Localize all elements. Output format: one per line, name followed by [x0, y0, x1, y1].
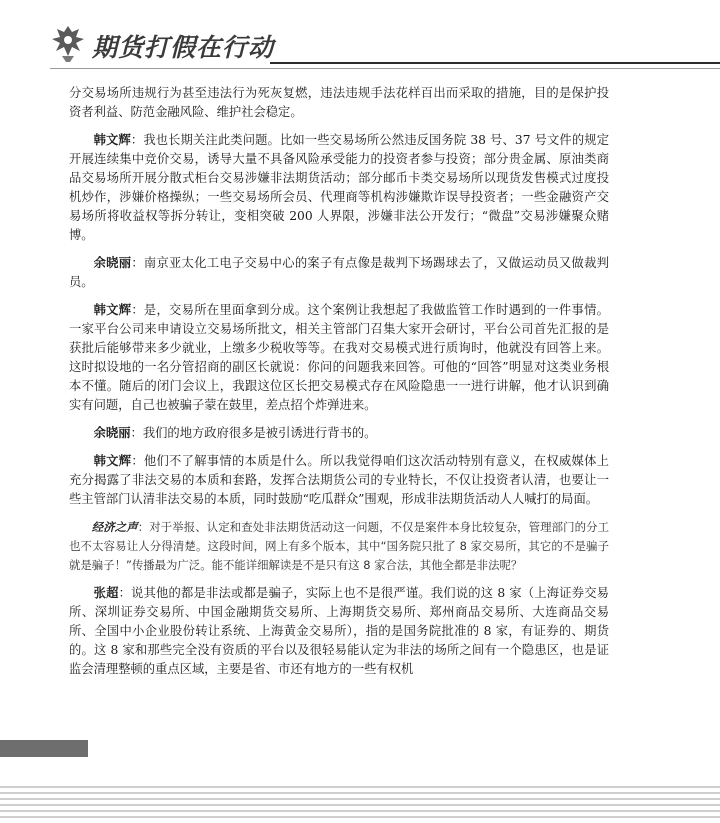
paragraph: 余晓丽：我们的地方政府很多是被引诱进行背书的。 — [93, 426, 377, 440]
page-footer — [0, 786, 720, 823]
paragraph — [69, 84, 609, 122]
speaker-name: 余晓丽 — [93, 426, 131, 440]
header-divider — [270, 62, 720, 64]
article-body — [69, 84, 609, 688]
paragraph-text: 说其他的都是非法或都是骗子，实际上也不是很严谨。我们说的这 8 家（上海证券交易所、深圳证券交易所、中国金融期货交易所、上海期货交易所、郑州商品交易所、大连商品交易所、全国中小企业股份转让系统、上海黄金交易所），指的是国务院批准的 8 家，有证券的、期货的。这 8 家和那些完全没有资质的平台以及很轻易能认定为非法的场所之间有一个隐患区，也是证监会清理整顿的重点区域，主要是省、市还有地方的一些有权机 — [69, 586, 609, 676]
paragraph-text: 是，交易所在里面拿到分成。这个案例让我想起了我做监管工作时遇到的一件事情。一家平台公司来申请设立交易场所批文，相关主管部门召集大家开会研讨，平台公司首先汇报的是获批后能够带来多少就业，上缴多少税收等等。在我对交易模式进行质询时，他就没有回答上来。这时拟设地的一名分管招商的副区长就说：你问的问题我来回答。可他的“回答”明显对这类业务根本不懂。随后的闭门会议上，我跟这位区长把交易模式存在风险隐患一一进行讲解，他才认识到确实有问题，自己也被骗子蒙在鼓里，差点招个炸弹进来。 — [69, 303, 609, 412]
paragraph: 张超：说其他的都是非法或都是骗子，实际上也不是很严谨。我们说的这 8 家（上海证券交易所、深圳证券交易所、中国金融期货交易所、上海期货交易所、郑州商品交易所、大连商品交易所、全国中小企业股份转让系统、上海黄金交易所），指的是国务院批准的 8 家，有证券的、期货的。这 8 家和那些完全没有资质的平台以及很轻易能认定为非法的场所之间有一个隐患区，也是证监会清理整顿的重点区域，主要是省、市还有地方的一些有权机 — [69, 586, 609, 676]
paragraph-text: 对于举报、认定和查处非法期货活动这一问题，不仅是案件本身比较复杂，管理部门的分工也不太容易让人分得清楚。这段时间，网上有多个版本，其中“国务院只批了 8 家交易所，其它的不是骗子就是骗子！”传播最为广泛。能不能详细解读是不是只有这 8 家合法，其他全都是非法呢？ — [69, 520, 609, 572]
speaker-name: 韩文辉 — [93, 133, 131, 147]
paragraph-text: 南京亚太化工电子交易中心的案子有点像是裁判下场踢球去了，又做运动员又做裁判员。 — [69, 256, 609, 289]
paragraph-text: 分交易场所违规行为甚至违法行为死灰复燃，违法违规手法花样百出而采取的措施，目的是保护投资者利益、防范金融风险、维护社会稳定。 — [69, 86, 609, 119]
page-title: 期货打假在行动 — [92, 33, 275, 62]
paragraph-text: 他们不了解事情的本质是什么。所以我觉得咱们这次活动特别有意义，在权威媒体上充分揭露了非法交易的本质和套路，发挥合法期货公司的专业特长，不仅让投资者认清，也要让一些主管部门认清非法交易的本质，同时鼓励“吃瓜群众”围观，形成非法期货活动人人喊打的局面。 — [69, 454, 609, 506]
speaker-name: 余晓丽 — [93, 256, 132, 270]
paragraph: 韩文辉：他们不了解事情的本质是什么。所以我觉得咱们这次活动特别有意义，在权威媒体上充分揭露了非法交易的本质和套路，发挥合法期货公司的专业特长，不仅让投资者认清，也要让一些主管部门认清非法交易的本质，同时鼓励“吃瓜群众”围观，形成非法期货活动人人喊打的局面。 — [69, 454, 609, 506]
paragraph-text: 我也长期关注此类问题。比如一些交易场所公然违反国务院 38 号、37 号文件的规定开展连续集中竞价交易，诱导大量不具备风险承受能力的投资者参与投资；部分贵金属、原油类商品交易场所开展分散式柜台交易涉嫌非法期货活动；部分邮币卡类交易场所以现货发售模式过度投机炒作，涉嫌价格操纵；一些交易场所会员、代理商等机构涉嫌欺诈误导投资者；一些金融资产交易场所将收益权等拆分转让，变相突破 200 人界限，涉嫌非法公开发行；“微盘”交易涉嫌聚众赌博。 — [69, 133, 609, 242]
header-divider-thin — [50, 68, 720, 69]
speaker-name: 韩文辉 — [93, 454, 132, 468]
speaker-name: 张超 — [93, 586, 119, 600]
eagle-emblem-icon — [48, 22, 88, 64]
page-side-bar — [0, 740, 88, 757]
speaker-name: 韩文辉 — [93, 303, 132, 317]
host-question: 经济之声：对于举报、认定和查处非法期货活动这一问题，不仅是案件本身比较复杂，管理部门的分工也不太容易让人分得清楚。这段时间，网上有多个版本，其中“国务院只批了 8 家交易所，其它的不是骗子就是骗子！”传播最为广泛。能不能详细解读是不是只有这 8 家合法，其他全都是非法呢？ — [69, 520, 609, 572]
speaker-name: 经济之声 — [91, 520, 138, 534]
paragraph: 韩文辉：是，交易所在里面拿到分成。这个案例让我想起了我做监管工作时遇到的一件事情。一家平台公司来申请设立交易场所批文，相关主管部门召集大家开会研讨，平台公司首先汇报的是获批后能够带来多少就业，上缴多少税收等等。在我对交易模式进行质询时，他就没有回答上来。这时拟设地的一名分管招商的副区长就说：你问的问题我来回答。可他的“回答”明显对这类业务根本不懂。随后的闭门会议上，我跟这位区长把交易模式存在风险隐患一一进行讲解，他才认识到确实有问题，自己也被骗子蒙在鼓里，差点招个炸弹进来。 — [69, 303, 609, 412]
page-header — [0, 0, 720, 78]
paragraph: 韩文辉：我也长期关注此类问题。比如一些交易场所公然违反国务院 38 号、37 号文件的规定开展连续集中竞价交易，诱导大量不具备风险承受能力的投资者参与投资；部分贵金属、原油类商品交易场所开展分散式柜台交易涉嫌非法期货活动；部分邮币卡类交易场所以现货发售模式过度投机炒作，涉嫌价格操纵；一些交易场所会员、代理商等机构涉嫌欺诈误导投资者；一些金融资产交易场所将收益权等拆分转让，变相突破 200 人界限，涉嫌非法公开发行；“微盘”交易涉嫌聚众赌博。 — [69, 133, 609, 242]
paragraph: 余晓丽：南京亚太化工电子交易中心的案子有点像是裁判下场踢球去了，又做运动员又做裁判员。 — [69, 256, 609, 289]
paragraph-text: 我们的地方政府很多是被引诱进行背书的。 — [142, 426, 377, 440]
